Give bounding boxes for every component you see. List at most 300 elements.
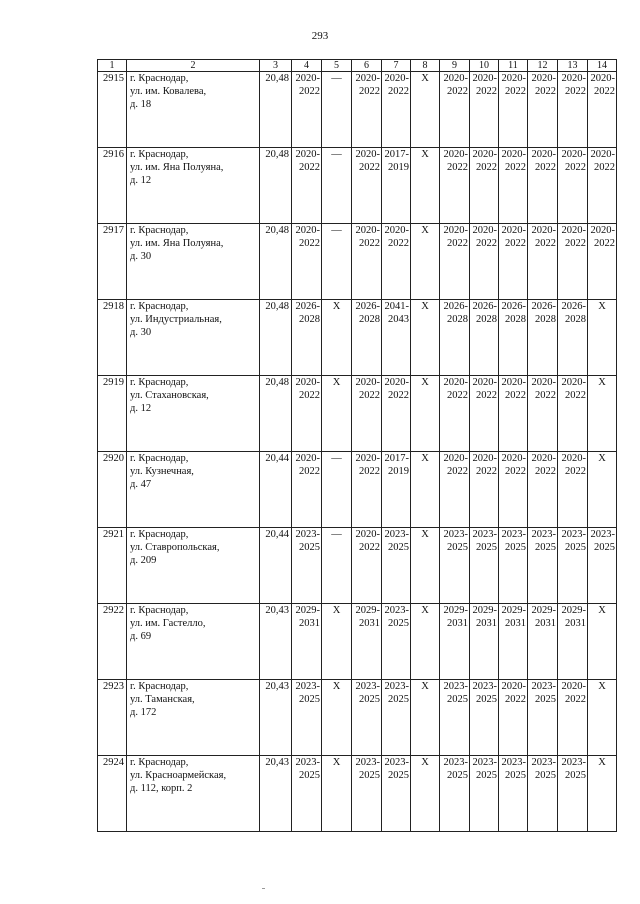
period-cell (499, 376, 528, 452)
address-line: г. Краснодар, (130, 225, 189, 236)
period-start: 2029- (295, 605, 320, 616)
period-end: 2025 (535, 770, 556, 781)
period-cell (499, 604, 528, 680)
period-cell (528, 376, 558, 452)
period-start: 2020- (355, 225, 380, 236)
row-number: 2919 (98, 376, 127, 452)
period-start: 2023- (443, 529, 468, 540)
period-end: 2022 (299, 390, 320, 401)
area-cell: 20,43 (260, 756, 292, 832)
period-cell (470, 148, 499, 224)
period-end: 2022 (505, 466, 526, 477)
period-cell (382, 452, 411, 528)
period-end: 2022 (505, 162, 526, 173)
dash-cell: — (322, 528, 352, 604)
x-mark-cell: Х (588, 756, 617, 832)
address-line: г. Краснодар, (130, 377, 189, 388)
period-start: 2020- (561, 453, 586, 464)
address-line: г. Краснодар, (130, 529, 189, 540)
address-line: ул. им. Ковалева, (130, 86, 207, 97)
period-cell (352, 528, 382, 604)
period-cell (292, 72, 322, 148)
period-cell (292, 604, 322, 680)
x-mark-cell: Х (411, 756, 440, 832)
period-cell (558, 604, 588, 680)
period-end: 2022 (476, 238, 497, 249)
period-start: 2020- (355, 73, 380, 84)
period-start: 2023- (590, 529, 615, 540)
period-cell (382, 72, 411, 148)
period-start: 2026- (295, 301, 320, 312)
column-header-8: 8 (411, 60, 440, 72)
period-end: 2025 (476, 542, 497, 553)
period-start: 2020- (295, 453, 320, 464)
address-line: г. Краснодар, (130, 757, 189, 768)
period-cell (499, 756, 528, 832)
table-row (98, 528, 617, 604)
period-start: 2020- (355, 453, 380, 464)
period-start: 2023- (501, 757, 526, 768)
address-line: ул. Индустриальная, (130, 314, 222, 325)
area-cell: 20,48 (260, 300, 292, 376)
period-end: 2022 (476, 466, 497, 477)
period-end: 2022 (447, 162, 468, 173)
period-cell (292, 528, 322, 604)
period-cell (499, 72, 528, 148)
period-start: 2023- (561, 757, 586, 768)
period-end: 2019 (388, 162, 409, 173)
period-end: 2022 (535, 86, 556, 97)
period-cell (558, 300, 588, 376)
period-end: 2031 (535, 618, 556, 629)
period-cell (292, 680, 322, 756)
address-line: г. Краснодар, (130, 681, 189, 692)
address-cell (127, 756, 260, 832)
column-header-14: 14 (588, 60, 617, 72)
period-start: 2023- (295, 529, 320, 540)
period-cell (558, 376, 588, 452)
period-end: 2022 (447, 238, 468, 249)
period-cell (382, 224, 411, 300)
x-mark-cell: Х (322, 756, 352, 832)
period-end: 2025 (594, 542, 615, 553)
column-header-12: 12 (528, 60, 558, 72)
period-cell (528, 680, 558, 756)
period-start: 2020- (501, 225, 526, 236)
period-end: 2022 (505, 238, 526, 249)
period-start: 2020- (443, 73, 468, 84)
x-mark-cell: Х (411, 224, 440, 300)
period-start: 2023- (531, 757, 556, 768)
area-cell: 20,44 (260, 452, 292, 528)
period-start: 2020- (384, 73, 409, 84)
period-end: 2022 (535, 466, 556, 477)
period-end: 2022 (505, 694, 526, 705)
period-end: 2028 (505, 314, 526, 325)
period-cell (470, 680, 499, 756)
period-end: 2031 (505, 618, 526, 629)
x-mark-cell: Х (411, 452, 440, 528)
period-start: 2020- (295, 149, 320, 160)
address-line: д. 47 (130, 479, 152, 490)
period-end: 2019 (388, 466, 409, 477)
period-start: 2020- (531, 377, 556, 388)
period-cell (352, 452, 382, 528)
period-cell (382, 300, 411, 376)
period-cell (528, 224, 558, 300)
period-end: 2025 (299, 542, 320, 553)
address-line: г. Краснодар, (130, 453, 189, 464)
area-cell: 20,48 (260, 224, 292, 300)
period-start: 2041- (384, 301, 409, 312)
table-row (98, 148, 617, 224)
period-cell (470, 528, 499, 604)
period-start: 2020- (384, 225, 409, 236)
period-start: 2020- (501, 73, 526, 84)
period-end: 2022 (535, 162, 556, 173)
column-header-4: 4 (292, 60, 322, 72)
period-start: 2020- (472, 225, 497, 236)
period-start: 2020- (295, 73, 320, 84)
period-end: 2025 (388, 694, 409, 705)
period-cell (558, 680, 588, 756)
period-start: 2020- (501, 453, 526, 464)
period-cell (440, 452, 470, 528)
x-mark-cell: Х (322, 376, 352, 452)
period-end: 2031 (565, 618, 586, 629)
period-cell (352, 224, 382, 300)
period-end: 2025 (565, 542, 586, 553)
period-end: 2028 (565, 314, 586, 325)
address-cell (127, 604, 260, 680)
period-cell (440, 300, 470, 376)
address-cell (127, 148, 260, 224)
period-start: 2023- (472, 529, 497, 540)
period-cell (470, 452, 499, 528)
period-end: 2025 (505, 770, 526, 781)
period-start: 2023- (443, 681, 468, 692)
address-cell (127, 452, 260, 528)
period-start: 2023- (384, 529, 409, 540)
column-header-7: 7 (382, 60, 411, 72)
x-mark-cell: Х (411, 604, 440, 680)
period-cell (440, 376, 470, 452)
address-line: ул. им. Яна Полуяна, (130, 162, 224, 173)
period-end: 2025 (535, 542, 556, 553)
period-cell (382, 148, 411, 224)
period-cell (528, 756, 558, 832)
address-line: ул. Кузнечная, (130, 466, 194, 477)
period-end: 2025 (299, 694, 320, 705)
period-cell (440, 148, 470, 224)
address-line: ул. им. Гастелло, (130, 618, 206, 629)
address-line: д. 172 (130, 707, 157, 718)
area-cell: 20,43 (260, 680, 292, 756)
period-start: 2023- (384, 605, 409, 616)
period-cell (292, 148, 322, 224)
period-cell (352, 72, 382, 148)
period-cell (382, 528, 411, 604)
column-header-2: 2 (127, 60, 260, 72)
period-end: 2022 (359, 466, 380, 477)
period-end: 2025 (505, 542, 526, 553)
period-start: 2017- (384, 453, 409, 464)
period-cell (292, 376, 322, 452)
period-start: 2020- (531, 225, 556, 236)
period-end: 2025 (359, 770, 380, 781)
x-mark-cell: Х (322, 680, 352, 756)
period-end: 2022 (447, 86, 468, 97)
address-cell (127, 224, 260, 300)
row-number: 2916 (98, 148, 127, 224)
period-start: 2020- (355, 529, 380, 540)
period-end: 2031 (447, 618, 468, 629)
period-start: 2029- (501, 605, 526, 616)
address-line: д. 209 (130, 555, 157, 566)
period-start: 2020- (501, 377, 526, 388)
period-start: 2020- (531, 149, 556, 160)
period-cell (382, 376, 411, 452)
period-start: 2020- (443, 225, 468, 236)
address-line: д. 30 (130, 327, 152, 338)
period-start: 2020- (472, 453, 497, 464)
area-cell: 20,48 (260, 148, 292, 224)
period-cell (352, 376, 382, 452)
column-header-11: 11 (499, 60, 528, 72)
period-cell (528, 72, 558, 148)
x-mark-cell: Х (588, 604, 617, 680)
period-start: 2026- (355, 301, 380, 312)
period-end: 2022 (359, 86, 380, 97)
period-end: 2025 (447, 542, 468, 553)
dash-cell: — (322, 452, 352, 528)
row-number: 2915 (98, 72, 127, 148)
period-cell (440, 528, 470, 604)
table-row (98, 72, 617, 148)
period-end: 2022 (476, 390, 497, 401)
address-cell (127, 680, 260, 756)
period-start: 2020- (443, 377, 468, 388)
period-end: 2022 (447, 390, 468, 401)
scan-dot (262, 888, 265, 889)
address-line: д. 30 (130, 251, 152, 262)
period-end: 2022 (594, 238, 615, 249)
period-end: 2043 (388, 314, 409, 325)
period-cell (292, 756, 322, 832)
period-start: 2029- (531, 605, 556, 616)
x-mark-cell: Х (411, 376, 440, 452)
column-header-13: 13 (558, 60, 588, 72)
period-cell (499, 528, 528, 604)
address-line: г. Краснодар, (130, 73, 189, 84)
period-end: 2028 (535, 314, 556, 325)
period-end: 2025 (447, 694, 468, 705)
period-end: 2025 (388, 770, 409, 781)
period-cell (440, 680, 470, 756)
period-cell (499, 224, 528, 300)
column-header-1: 1 (98, 60, 127, 72)
period-end: 2025 (476, 694, 497, 705)
period-start: 2029- (355, 605, 380, 616)
x-mark-cell: Х (588, 300, 617, 376)
address-line: ул. им. Яна Полуяна, (130, 238, 224, 249)
period-end: 2022 (505, 86, 526, 97)
period-end: 2022 (359, 162, 380, 173)
period-end: 2022 (565, 86, 586, 97)
period-end: 2022 (299, 238, 320, 249)
address-cell (127, 300, 260, 376)
period-end: 2022 (565, 162, 586, 173)
period-end: 2025 (476, 770, 497, 781)
period-end: 2022 (359, 390, 380, 401)
period-end: 2031 (476, 618, 497, 629)
table-row (98, 300, 617, 376)
address-line: ул. Таманская, (130, 694, 195, 705)
period-end: 2022 (299, 86, 320, 97)
period-start: 2020- (561, 149, 586, 160)
period-start: 2026- (561, 301, 586, 312)
period-cell (470, 604, 499, 680)
address-line: ул. Красноармейская, (130, 770, 227, 781)
period-cell (588, 72, 617, 148)
period-cell (499, 680, 528, 756)
x-mark-cell: Х (322, 300, 352, 376)
period-start: 2020- (561, 681, 586, 692)
row-number: 2918 (98, 300, 127, 376)
period-start: 2026- (443, 301, 468, 312)
header-row (98, 60, 617, 72)
period-end: 2022 (535, 390, 556, 401)
period-cell (499, 452, 528, 528)
period-end: 2022 (565, 466, 586, 477)
period-start: 2026- (501, 301, 526, 312)
period-cell (528, 300, 558, 376)
period-cell (352, 604, 382, 680)
period-cell (292, 300, 322, 376)
period-start: 2020- (355, 377, 380, 388)
x-mark-cell: Х (411, 528, 440, 604)
address-cell (127, 528, 260, 604)
area-cell: 20,48 (260, 72, 292, 148)
period-cell (528, 452, 558, 528)
address-line: ул. Ставропольская, (130, 542, 220, 553)
period-cell (558, 148, 588, 224)
column-header-3: 3 (260, 60, 292, 72)
period-end: 2031 (299, 618, 320, 629)
period-start: 2023- (531, 681, 556, 692)
period-cell (588, 224, 617, 300)
address-cell (127, 376, 260, 452)
area-cell: 20,48 (260, 376, 292, 452)
period-start: 2020- (355, 149, 380, 160)
period-end: 2022 (594, 162, 615, 173)
period-start: 2020- (295, 377, 320, 388)
period-start: 2020- (295, 225, 320, 236)
period-start: 2023- (501, 529, 526, 540)
table-row (98, 376, 617, 452)
x-mark-cell: Х (588, 376, 617, 452)
period-cell (352, 300, 382, 376)
row-number: 2922 (98, 604, 127, 680)
period-end: 2022 (476, 86, 497, 97)
period-end: 2022 (299, 162, 320, 173)
period-end: 2022 (505, 390, 526, 401)
page-number: 293 (311, 30, 329, 42)
period-start: 2020- (531, 73, 556, 84)
period-start: 2020- (384, 377, 409, 388)
address-line: г. Краснодар, (130, 605, 189, 616)
area-cell: 20,44 (260, 528, 292, 604)
period-cell (292, 224, 322, 300)
row-number: 2920 (98, 452, 127, 528)
dash-cell: — (322, 148, 352, 224)
period-cell (588, 148, 617, 224)
table-row (98, 756, 617, 832)
data-table (97, 59, 617, 832)
period-end: 2022 (447, 466, 468, 477)
period-end: 2028 (359, 314, 380, 325)
period-start: 2020- (501, 681, 526, 692)
period-start: 2023- (443, 757, 468, 768)
period-cell (558, 528, 588, 604)
period-start: 2023- (355, 681, 380, 692)
row-number: 2923 (98, 680, 127, 756)
x-mark-cell: Х (411, 680, 440, 756)
period-cell (440, 604, 470, 680)
period-start: 2029- (561, 605, 586, 616)
period-end: 2022 (388, 390, 409, 401)
period-cell (470, 756, 499, 832)
address-line: д. 12 (130, 175, 152, 186)
period-start: 2020- (472, 377, 497, 388)
period-cell (470, 224, 499, 300)
period-cell (382, 604, 411, 680)
period-end: 2022 (388, 86, 409, 97)
period-end: 2022 (388, 238, 409, 249)
column-header-5: 5 (322, 60, 352, 72)
period-start: 2023- (561, 529, 586, 540)
period-start: 2020- (443, 453, 468, 464)
period-cell (499, 300, 528, 376)
period-cell (528, 148, 558, 224)
dash-cell: — (322, 72, 352, 148)
period-cell (440, 224, 470, 300)
column-header-10: 10 (470, 60, 499, 72)
period-start: 2023- (384, 757, 409, 768)
period-end: 2025 (299, 770, 320, 781)
row-number: 2924 (98, 756, 127, 832)
period-start: 2017- (384, 149, 409, 160)
period-start: 2023- (531, 529, 556, 540)
period-end: 2022 (565, 390, 586, 401)
period-start: 2023- (384, 681, 409, 692)
period-end: 2025 (388, 542, 409, 553)
period-cell (470, 72, 499, 148)
x-mark-cell: Х (588, 680, 617, 756)
table-row (98, 224, 617, 300)
period-cell (558, 452, 588, 528)
period-cell (470, 376, 499, 452)
period-start: 2020- (531, 453, 556, 464)
table-row (98, 604, 617, 680)
period-start: 2020- (590, 149, 615, 160)
table-row (98, 680, 617, 756)
x-mark-cell: Х (411, 72, 440, 148)
period-start: 2020- (472, 149, 497, 160)
period-cell (292, 452, 322, 528)
dash-cell: — (322, 224, 352, 300)
address-line: д. 18 (130, 99, 152, 110)
